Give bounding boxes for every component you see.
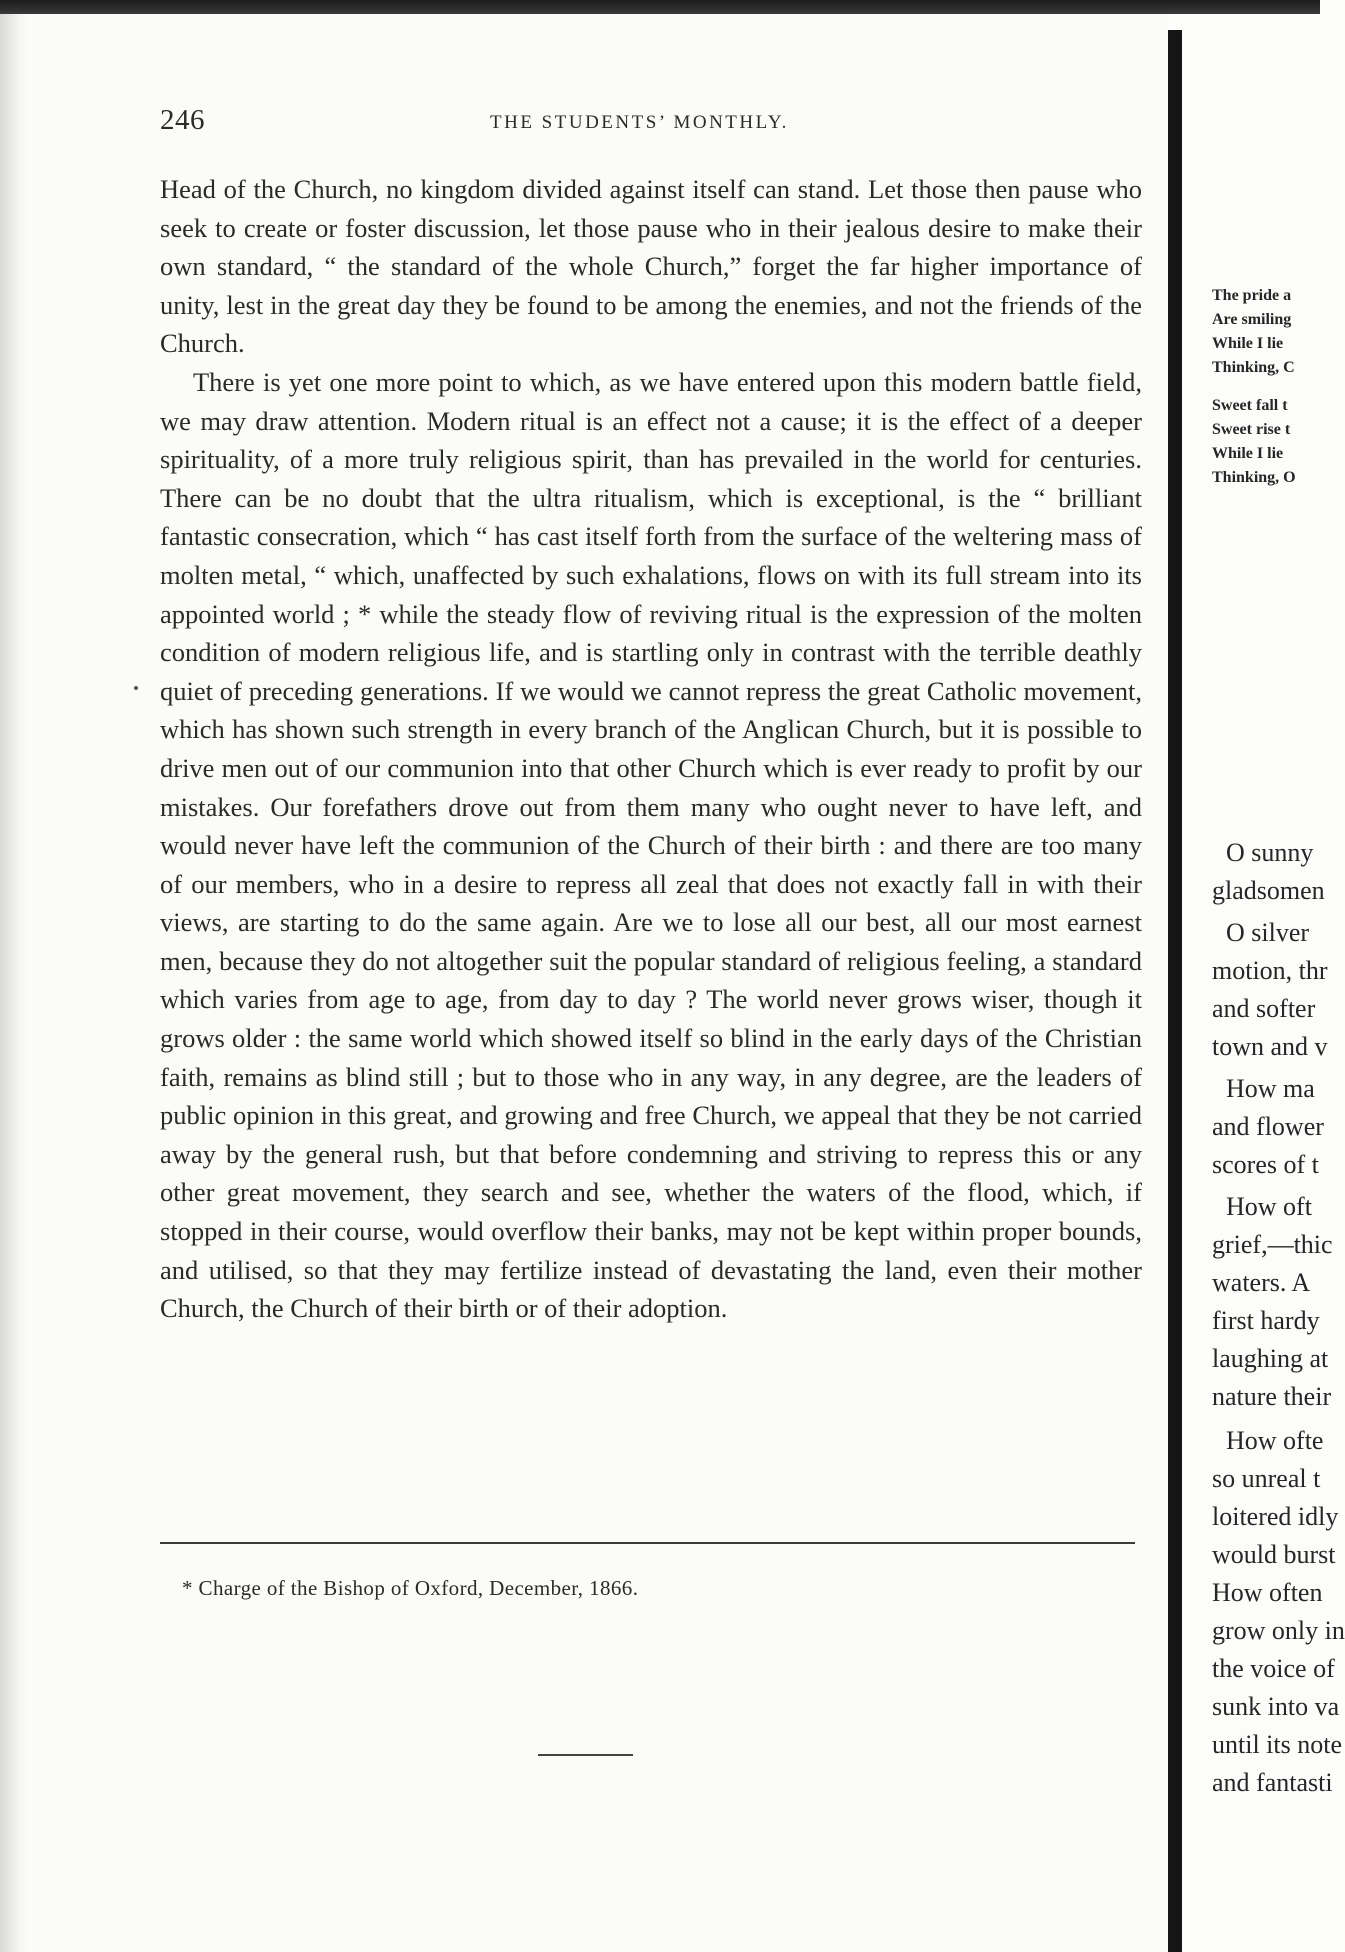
prose-line: the voice of (1212, 1654, 1335, 1683)
footnote-rule (160, 1542, 1135, 1544)
prose-line: would burst (1212, 1540, 1336, 1569)
poem-line: The pride a (1212, 287, 1292, 304)
prose-line: laughing at (1212, 1344, 1329, 1373)
prose-line: How oft (1226, 1192, 1312, 1221)
prose-line: and flower (1212, 1112, 1324, 1141)
prose-line: How often (1212, 1578, 1323, 1607)
prose-line: How ofte (1226, 1426, 1324, 1455)
prose-line: gladsomen (1212, 876, 1325, 905)
page-number: 246 (160, 104, 205, 136)
facing-page (1182, 30, 1345, 1952)
prose-line: sunk into va (1212, 1692, 1340, 1721)
poem-line: While I lie (1212, 335, 1284, 352)
prose-line: loitered idly (1212, 1502, 1339, 1531)
poem-line: Sweet rise t (1212, 421, 1291, 438)
scan-top-edge (0, 0, 1320, 14)
prose-line: nature their (1212, 1382, 1332, 1411)
page-left-edge-shadow (0, 14, 28, 1952)
end-rule (538, 1754, 633, 1756)
stray-ink-dot (134, 686, 138, 690)
prose-line: How ma (1226, 1074, 1315, 1103)
prose-line: until its note (1212, 1730, 1342, 1759)
prose-line: first hardy (1212, 1306, 1320, 1335)
running-head: THE STUDENTS’ MONTHLY. (490, 112, 789, 133)
footnote: * Charge of the Bishop of Oxford, December, 1866. (182, 1576, 639, 1600)
prose-line: grow only in (1212, 1616, 1345, 1645)
prose-line: town and v (1212, 1032, 1328, 1061)
book-gutter (1168, 30, 1182, 1952)
poem-line: Sweet fall t (1212, 397, 1288, 414)
prose-line: so unreal t (1212, 1464, 1321, 1493)
poem-line: Are smiling (1212, 311, 1292, 328)
prose-line: grief,—thic (1212, 1230, 1333, 1259)
paragraph-1: Head of the Church, no kingdom divided against itself can stand. Let those then pause who seek to create or foster discussion, let those pause who in their jealous desire to make their own standard, “ the standard of the whole Church,” forget the far higher importance of unity, lest in the great day they be found to be among the enemies, and not the friends of the Church. (160, 174, 1142, 359)
prose-line: and fantasti (1212, 1768, 1333, 1797)
prose-line: scores of t (1212, 1150, 1319, 1179)
poem-line: Thinking, C (1212, 359, 1295, 376)
prose-line: waters. A (1212, 1268, 1311, 1297)
prose-line: O sunny (1226, 838, 1314, 867)
prose-line: O silver (1226, 918, 1310, 947)
prose-line: motion, thr (1212, 956, 1328, 985)
poem-line: Thinking, O (1212, 469, 1296, 486)
page-header (160, 104, 1150, 144)
poem-line: While I lie (1212, 445, 1284, 462)
body-text (160, 170, 1142, 1328)
prose-line: and softer (1212, 994, 1316, 1023)
paragraph-2: There is yet one more point to which, as we have entered upon this modern battle field, we may draw attention. Modern ritual is an effect not a cause; it is the effect of a deeper spirituality, of a more truly religious spirit, than has prevailed in the world for centuries. There can be no doubt that the ultra ritualism, which is exceptional, is the “ brilliant fantastic consecration, which “ has cast itself forth from the surface of the weltering mass of molten metal, “ which, unaffected by such exhalations, flows on with its full stream into its appointed world ; * while the steady flow of reviving ritual is the expression of the molten condition of modern religious life, and is startling only in contrast with the terrible deathly quiet of preceding generations. If we would we cannot repress the great Catholic movement, which has shown such strength in every branch of the Anglican Church, but it is possible to drive men out of our communion into that other Church which is ever ready to profit by our mistakes. Our forefathers drove out from them many who ought never to have left, and would never have left the communion of the Church of their birth : and there are too many of our members, who in a desire to repress all zeal that does not exactly fall in with their views, are starting to do the same again. Are we to lose all our best, all our most earnest men, because they do not altogether suit the popular standard of religious feeling, a standard which varies from age to age, from day to day ? The world never grows wiser, though it grows older : the same world which showed itself so blind in the early days of the Christian faith, remains as blind still ; but to those who in any way, in any degree, are the leaders of public opinion in this great, and growing and free Church, we appeal that they be not carried away by the general rush, but that before condemning and striving to repress this or any other great movement, they search and see, whether the waters of the flood, which, if stopped in their course, would overflow their banks, may not be kept within proper bounds, and utilised, so that they may fertilize instead of devastating the land, even their mother Church, the Church of their birth or of their adoption. (160, 366, 1142, 1324)
